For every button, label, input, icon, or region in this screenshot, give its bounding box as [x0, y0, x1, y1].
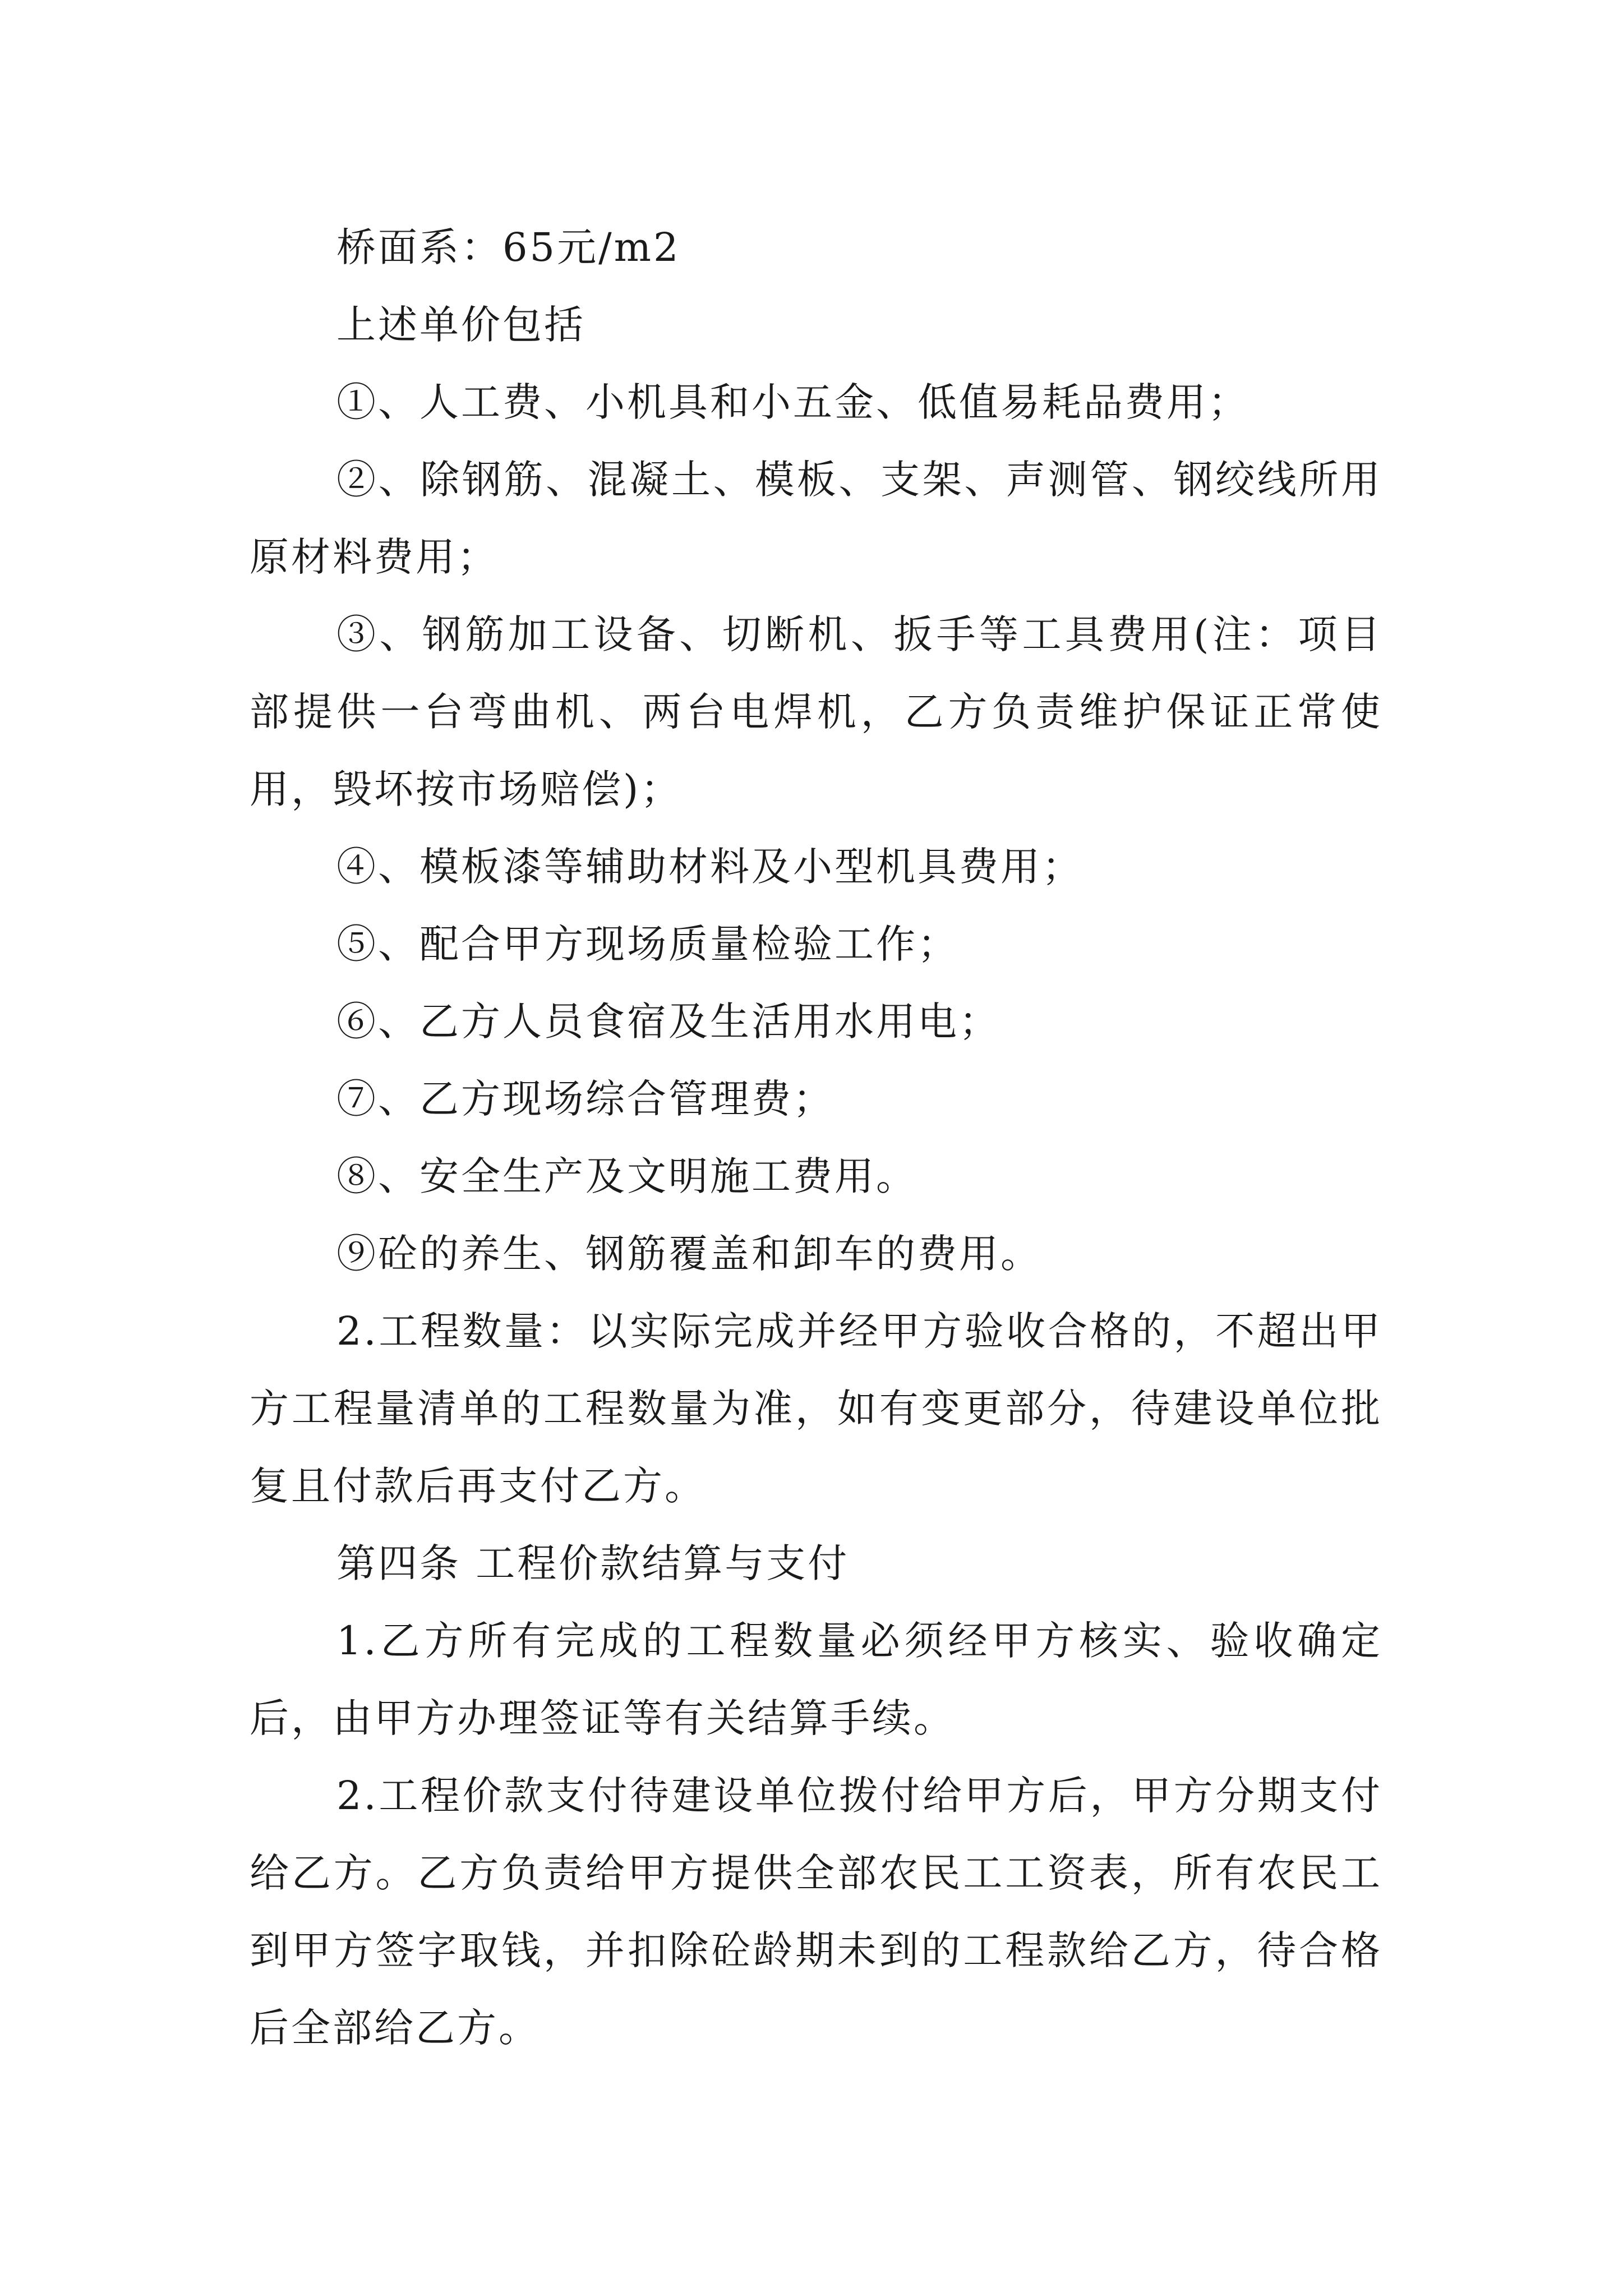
section-heading-article-4: 第四条 工程价款结算与支付: [336, 1540, 850, 1586]
paragraph-bridge-deck-price: 桥面系：65元/m2: [336, 224, 681, 270]
paragraph-unit-price-includes: 上述单价包括: [336, 302, 585, 348]
paragraph-item-4: ④、模板漆等辅助材料及小型机具费用；: [336, 844, 1083, 890]
paragraph-item-7: ⑦、乙方现场综合管理费；: [336, 1076, 834, 1122]
paragraph-item-6: ⑥、乙方人员食宿及生活用水用电；: [336, 999, 1000, 1045]
paragraph-settlement-2: 2.工程价款支付待建设单位拨付给甲方后，甲方分期支付给乙方。乙方负责给甲方提供全部农民工工资表，所有农民工到甲方签字取钱，并扣除砼龄期未到的工程款给乙方，待合格后全部给乙方。: [250, 1773, 1382, 2051]
paragraph-item-5: ⑤、配合甲方现场质量检验工作；: [336, 921, 959, 967]
paragraph-item-1: ①、人工费、小机具和小五金、低值易耗品费用；: [336, 379, 1249, 425]
paragraph-item-9: ⑨砼的养生、钢筋覆盖和卸车的费用。: [336, 1231, 1042, 1277]
paragraph-quantity-clause: 2.工程数量：以实际完成并经甲方验收合格的，不超出甲方工程量清单的工程数量为准，如有变更部分，待建设单位批复且付款后再支付乙方。: [250, 1308, 1382, 1509]
paragraph-item-8: ⑧、安全生产及文明施工费用。: [336, 1153, 917, 1199]
paragraph-item-3: ③、钢筋加工设备、切断机、扳手等工具费用(注：项目部提供一台弯曲机、两台电焊机，乙方负责维护保证正常使用，毁坏按市场赔偿)；: [250, 611, 1382, 812]
paragraph-item-2: ②、除钢筋、混凝土、模板、支架、声测管、钢绞线所用原材料费用；: [250, 457, 1382, 580]
paragraph-settlement-1: 1.乙方所有完成的工程数量必须经甲方核实、验收确定后，由甲方办理签证等有关结算手续。: [250, 1618, 1382, 1741]
document-body: [250, 209, 1382, 2067]
